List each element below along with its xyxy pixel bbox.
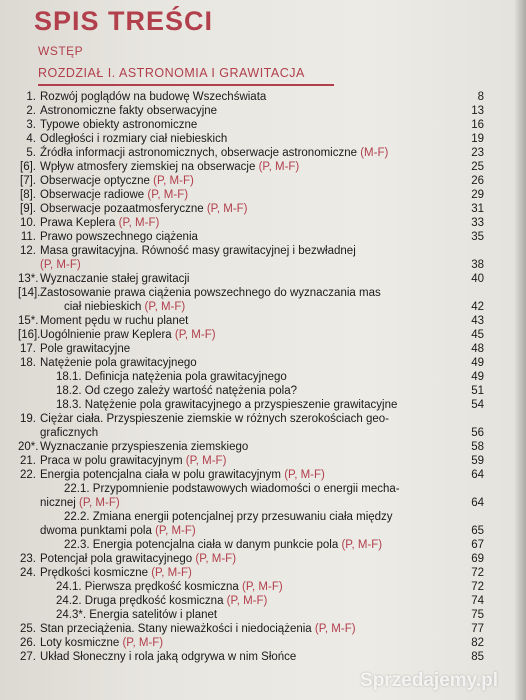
toc-entry xyxy=(0,622,526,636)
toc-entry-title: 18.2. Od czego zależy wartość natężenia pola? xyxy=(56,385,298,397)
toc-entry xyxy=(0,482,526,496)
toc-entry-level-tag: (P, M-F) xyxy=(151,567,192,579)
toc-entry-number: 10. xyxy=(20,217,36,229)
toc-entry-title: Prawa Keplera (P, M-F) xyxy=(40,217,160,229)
toc-entry xyxy=(0,580,526,594)
toc-entry-page: 49 xyxy=(471,371,484,383)
toc-entry-number: 18. xyxy=(20,357,36,369)
toc-entry-title: Pole grawitacyjne xyxy=(40,343,131,355)
toc-entry-title xyxy=(40,258,81,272)
toc-entry xyxy=(0,328,526,342)
toc-entry-title: Wyznaczanie stałej grawitacji xyxy=(40,273,190,285)
toc-entry xyxy=(0,636,526,650)
toc-entry-page: 51 xyxy=(471,385,484,397)
toc-entry-level-tag: (P, M-F) xyxy=(341,539,383,551)
toc-entry-number: 17. xyxy=(20,343,36,355)
toc-entry-page: 58 xyxy=(471,441,484,453)
toc-entry-title: Potencjał pola grawitacyjnego (P, M-F) xyxy=(40,553,237,565)
toc-entry-page: 49 xyxy=(471,357,484,369)
toc-entry-page: 59 xyxy=(471,455,484,467)
toc-entry-page: 43 xyxy=(471,315,484,327)
toc-entry xyxy=(0,566,526,580)
toc-entry-number: [8]. xyxy=(20,189,36,201)
toc-entry-title: Natężenie pola grawitacyjnego xyxy=(40,357,197,369)
toc-entry-title: 24.2. Druga prędkość kosmiczna (P, M-F) xyxy=(56,595,268,607)
toc-entry xyxy=(0,300,526,314)
toc-entry-page: 67 xyxy=(471,539,484,551)
toc-entry-level-tag: (P, M-F) xyxy=(185,455,227,467)
toc-entry-title: Energia potencjalna ciała w polu grawitacyjnym (P, M-F) xyxy=(40,469,325,481)
toc-entry-number: 21. xyxy=(20,455,36,467)
toc-entry xyxy=(0,524,526,538)
toc-entry-page: 64 xyxy=(471,497,484,509)
toc-entry-number: 2. xyxy=(26,105,36,117)
toc-entry xyxy=(0,510,526,524)
toc-entry-page: 85 xyxy=(471,651,484,663)
toc-entry-title: ciał niebieskich (P, M-F) xyxy=(64,301,186,313)
toc-entry-page: 82 xyxy=(471,637,484,649)
intro-heading: WSTĘP xyxy=(38,44,84,58)
toc-entry-number: 23. xyxy=(20,553,36,565)
toc-entry-number: 4. xyxy=(26,133,36,145)
toc-entry-title: 18.1. Definicja natężenia pola grawitacyjnego xyxy=(56,371,287,383)
toc-entry xyxy=(0,440,526,454)
toc-entry-page: 8 xyxy=(477,91,484,103)
toc-entry xyxy=(0,356,526,370)
toc-entry-page: 13 xyxy=(471,105,484,117)
chapter-heading-underline xyxy=(38,84,334,86)
toc-entry xyxy=(0,426,526,440)
toc-entry-level-tag: (P, M-F) xyxy=(258,161,300,173)
watermark-logo: Sprzedajemy.pl xyxy=(360,670,498,691)
chapter-heading: ROZDZIAŁ I. ASTRONOMIA I GRAWITACJA xyxy=(38,66,305,80)
toc-entry-title: dwoma punktami pola (P, M-F) xyxy=(40,525,196,537)
toc-entry-title: 24.3*. Energia satelitów i planet xyxy=(56,609,218,621)
toc-entry xyxy=(0,608,526,622)
toc-entry-page: 42 xyxy=(471,301,484,313)
toc-entry-title: Układ Słoneczny i rola jaką odgrywa w nim Słońce xyxy=(40,651,297,663)
toc-entry-title: Obserwacje radiowe (P, M-F) xyxy=(40,189,189,201)
toc-entry-number: 22. xyxy=(20,469,36,481)
page-title: SPIS TREŚCI xyxy=(34,6,214,36)
toc-entry xyxy=(0,90,526,104)
toc-entry xyxy=(0,146,526,160)
toc-entry-title: Rozwój poglądów na budowę Wszechświata xyxy=(40,91,267,103)
toc-entry-page: 23 xyxy=(471,147,484,159)
toc-entry-title: Obserwacje optyczne (P, M-F) xyxy=(40,175,194,187)
toc-entry-level-tag: (P, M-F) xyxy=(153,175,194,187)
toc-entry-level-tag: (P, M-F) xyxy=(122,637,164,649)
toc-entry-page: 35 xyxy=(471,231,484,243)
toc-entry-title: Prędkości kosmiczne (P, M-F) xyxy=(40,567,192,579)
toc-entry-level-tag: (M-F) xyxy=(360,147,389,159)
toc-entry-title: Typowe obiekty astronomiczne xyxy=(40,119,198,131)
toc-entry xyxy=(0,230,526,244)
toc-entry-page: 38 xyxy=(471,259,484,271)
toc-entry-number: 11. xyxy=(20,231,36,243)
toc-entry-number: 19. xyxy=(20,413,36,425)
toc-entry-level-tag: (P, M-F) xyxy=(206,203,248,215)
toc-entry-title: Masa grawitacyjna. Równość masy grawitacyjnej i bezwładnej xyxy=(40,245,356,257)
toc-entry xyxy=(0,384,526,398)
toc-entry xyxy=(0,202,526,216)
toc-entry xyxy=(0,412,526,426)
toc-entry-page: 33 xyxy=(471,217,484,229)
toc-entry-number: 12. xyxy=(20,245,36,257)
toc-entry-number: 3. xyxy=(26,119,36,131)
toc-entry xyxy=(0,496,526,510)
toc-entry-level-tag: (P, M-F) xyxy=(147,189,189,201)
toc-entry-number: 25. xyxy=(20,623,36,635)
toc-entry-title: Obserwacje pozaatmosferyczne (P, M-F) xyxy=(40,203,248,215)
toc-entry xyxy=(0,370,526,384)
toc-entry-page: 65 xyxy=(471,525,484,537)
toc-entry xyxy=(0,538,526,552)
toc-entry-number: 27. xyxy=(20,651,36,663)
toc-entry-title: 18.3. Natężenie pola grawitacyjnego a przyspieszenie grawitacyjne xyxy=(56,399,398,411)
toc-entry-level-tag: (P, M-F) xyxy=(118,217,160,229)
toc-entry xyxy=(0,174,526,188)
toc-entry-page: 75 xyxy=(471,609,484,621)
toc-entry xyxy=(0,272,526,286)
toc-entry-page: 31 xyxy=(471,203,484,215)
toc-entry xyxy=(0,468,526,482)
toc-entry-title: Uogólnienie praw Keplera (P, M-F) xyxy=(40,329,216,341)
toc-entry-title: Odległości i rozmiary ciał niebieskich xyxy=(40,133,228,145)
toc-entry-number: [7]. xyxy=(20,175,36,187)
toc-entry xyxy=(0,594,526,608)
toc-entry-page: 72 xyxy=(471,567,484,579)
toc-entry xyxy=(0,286,526,300)
toc-entry-page: 64 xyxy=(471,469,484,481)
toc-entry-title: Ciężar ciała. Przyspieszenie ziemskie w różnych szerokościach geo- xyxy=(40,413,389,425)
toc-entry-title: Astronomiczne fakty obserwacyjne xyxy=(40,105,218,117)
toc-entry-page: 29 xyxy=(471,189,484,201)
toc-entry-number: 15*. xyxy=(18,315,39,327)
toc-entry-title: Stan przeciążenia. Stany nieważkości i niedociążenia (P, M-F) xyxy=(40,623,356,635)
toc-entry-page: 19 xyxy=(471,133,484,145)
toc-entry-number: [16]. xyxy=(18,329,41,341)
toc-entry-number: [9]. xyxy=(20,203,36,215)
toc-entry-page: 25 xyxy=(471,161,484,173)
toc-entry-number: 20*. xyxy=(18,441,39,453)
toc-entry xyxy=(0,118,526,132)
toc-entry-page: 26 xyxy=(471,175,484,187)
toc-entry xyxy=(0,104,526,118)
toc-entry-level-tag: (P, M-F) xyxy=(40,259,81,271)
toc-entry xyxy=(0,454,526,468)
toc-entry-level-tag: (P, M-F) xyxy=(195,553,237,565)
toc-entry-title: Zastosowanie prawa ciążenia powszechnego do wyznaczania mas xyxy=(40,287,381,299)
toc-entry-title: 22.1. Przypomnienie podstawowych wiadomości o energii mecha- xyxy=(64,483,400,495)
toc-entry xyxy=(0,650,526,664)
toc-entry-number: 26. xyxy=(20,637,36,649)
toc-entry-title: graficznych xyxy=(40,427,99,439)
toc-entry xyxy=(0,314,526,328)
toc-entry-title: Wyznaczanie przyspieszenia ziemskiego xyxy=(40,441,249,453)
toc-entry-title: 22.2. Zmiana energii potencjalnej przy przesuwaniu ciała między xyxy=(64,511,393,523)
toc-entry-title: Wpływ atmosfery ziemskiej na obserwacje (P, M-F) xyxy=(40,161,300,173)
toc-entry-level-tag: (P, M-F) xyxy=(284,469,325,481)
toc-entry-page: 40 xyxy=(471,273,484,285)
toc-entry xyxy=(0,160,526,174)
toc-entry xyxy=(0,342,526,356)
toc-entry-title: Loty kosmiczne (P, M-F) xyxy=(40,637,164,649)
toc-entry-level-tag: (P, M-F) xyxy=(314,623,356,635)
toc-entry-page: 72 xyxy=(471,581,484,593)
toc-entry-page: 54 xyxy=(471,399,484,411)
toc-entry-title: Prawo powszechnego ciążenia xyxy=(40,231,198,243)
toc-entry xyxy=(0,258,526,272)
toc-entry xyxy=(0,398,526,412)
toc-entry-level-tag: (P, M-F) xyxy=(174,329,216,341)
toc-entry-number: [6]. xyxy=(20,161,36,173)
toc-entry-title: Źródła informacji astronomicznych, obserwacje astronomiczne (M-F) xyxy=(40,147,389,159)
toc-entry-level-tag: (P, M-F) xyxy=(242,581,283,593)
toc-entry xyxy=(0,552,526,566)
toc-entry-page: 77 xyxy=(471,623,484,635)
toc-entry-level-tag: (P, M-F) xyxy=(144,301,186,313)
toc-entry xyxy=(0,244,526,258)
toc-entry-page: 45 xyxy=(471,329,484,341)
toc-entry-page: 69 xyxy=(471,553,484,565)
toc-entry-page: 74 xyxy=(471,595,484,607)
toc-entry-page: 16 xyxy=(471,119,484,131)
toc-entry-level-tag: (P, M-F) xyxy=(79,497,120,509)
toc-entry-number: 5. xyxy=(26,147,36,159)
toc-entry-title: Praca w polu grawitacyjnym (P, M-F) xyxy=(40,455,227,467)
toc-entry-number: [14]. xyxy=(18,287,41,299)
toc-entry-number: 13*. xyxy=(18,273,39,285)
toc-entry-title: 24.1. Pierwsza prędkość kosmiczna (P, M-F) xyxy=(56,581,283,593)
toc-entry-page: 48 xyxy=(471,343,484,355)
toc-entry-page: 56 xyxy=(471,427,484,439)
toc-entry-level-tag: (P, M-F) xyxy=(226,595,268,607)
toc-entry-level-tag: (P, M-F) xyxy=(155,525,196,537)
toc-entry-number: 1. xyxy=(26,91,36,103)
toc-entry-title: Moment pędu w ruchu planet xyxy=(40,315,189,327)
toc-entry-title: 22.3. Energia potencjalna ciała w danym punkcie pola (P, M-F) xyxy=(64,539,383,551)
toc-entry xyxy=(0,216,526,230)
toc-entry-title: nicznej (P, M-F) xyxy=(40,497,120,509)
toc-entry-number: 24. xyxy=(20,567,36,579)
toc-entry xyxy=(0,188,526,202)
toc-entry xyxy=(0,132,526,146)
